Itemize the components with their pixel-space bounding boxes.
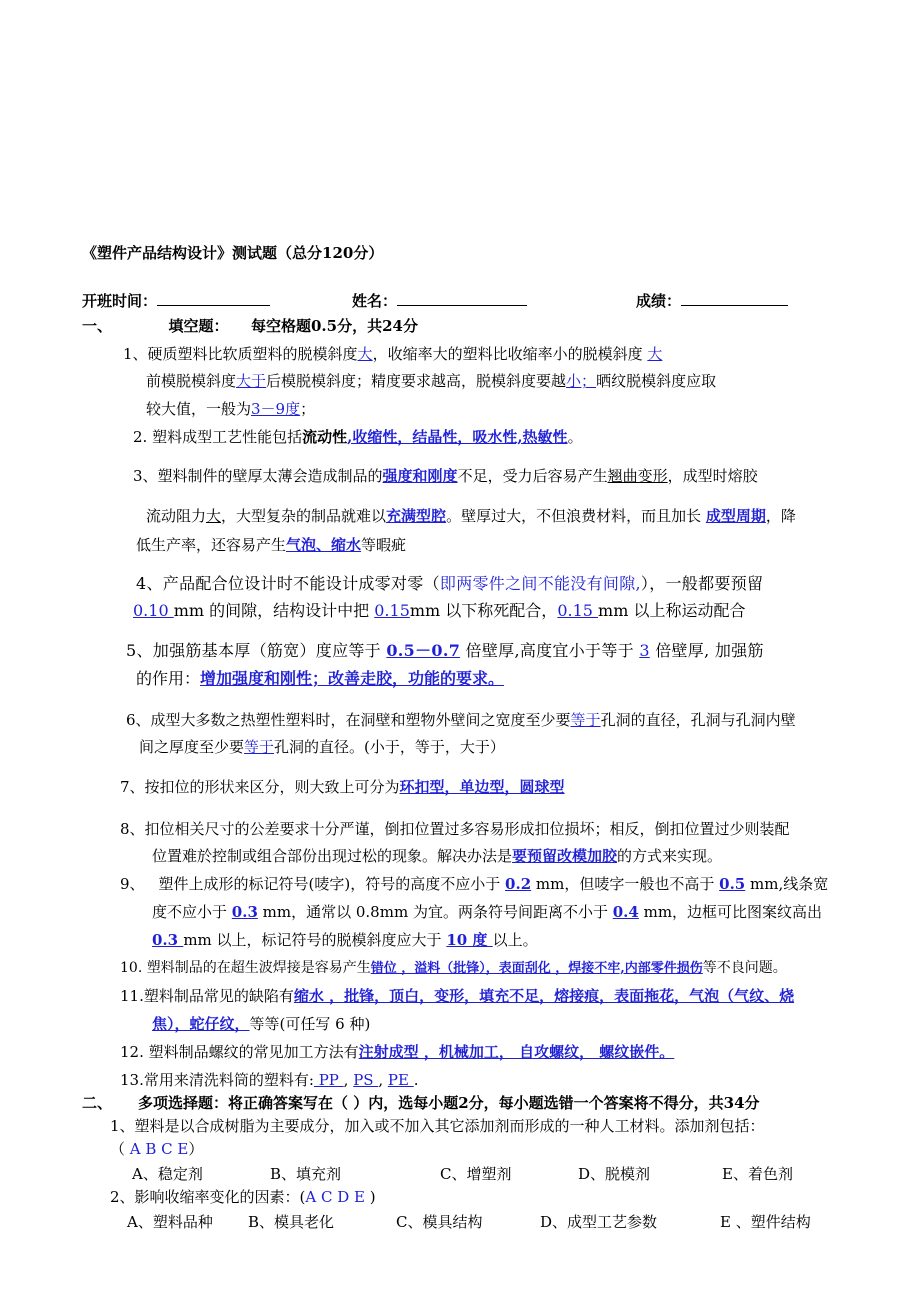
q3-answer: 翘曲变形 bbox=[607, 467, 668, 485]
q12-line bbox=[120, 1042, 674, 1062]
text-segment: mm，但唛字一般也不高于 bbox=[531, 875, 720, 893]
header-row bbox=[82, 291, 270, 311]
mc2-option: A、塑料品种 bbox=[127, 1213, 213, 1231]
text-segment: 。壁厚过大，不但浪费材料，而且加长 bbox=[446, 507, 706, 525]
section2-heading bbox=[82, 1093, 760, 1113]
text-segment: ，降 bbox=[765, 507, 796, 525]
q6-answer: 等于 bbox=[244, 738, 275, 756]
q3-answer: 充满型腔 bbox=[386, 507, 447, 525]
score-row bbox=[636, 291, 788, 311]
text-segment: 的作用： bbox=[136, 669, 201, 688]
text-segment: 倍壁厚,高度宜小于等于 bbox=[460, 641, 640, 660]
text-segment: 较大值，一般为 bbox=[146, 400, 252, 418]
text-segment: 倍壁厚, 加强筋 bbox=[649, 641, 764, 660]
mc1-option: D、脱模剂 bbox=[578, 1165, 651, 1183]
section1-heading bbox=[82, 316, 418, 336]
text-segment: 后模脱模斜度；精度要求越高，脱模斜度要越 bbox=[266, 372, 567, 390]
q3-answer: 强度和刚度 bbox=[382, 467, 458, 485]
score-label: 成绩： bbox=[636, 292, 682, 310]
q3-line2 bbox=[146, 506, 796, 526]
q5-answer: 0.5－0.7 bbox=[386, 641, 461, 660]
text-segment: 低生产率，还容易产生 bbox=[136, 536, 287, 554]
text-segment: ），一般都要预留 bbox=[640, 574, 764, 593]
text-segment: 以上。 bbox=[492, 931, 538, 949]
text-segment: 度不应小于 bbox=[152, 903, 232, 921]
q3-answer: 大 bbox=[206, 507, 222, 525]
text-segment: , bbox=[343, 1071, 354, 1089]
q9-answer: 0.4 bbox=[612, 903, 639, 921]
text-segment: 填空题： bbox=[168, 317, 229, 335]
text-segment: 1、塑料是以合成树脂为主要成分，加入或不加入其它添加剂而形成的一种人工材料。添加剂包括： bbox=[110, 1117, 765, 1135]
text-segment: 《塑件产品结构设计》测试题（总分120分） bbox=[82, 244, 384, 262]
q9-line3 bbox=[152, 930, 538, 950]
q6-answer: 等于 bbox=[570, 711, 601, 729]
q13-answer: PS bbox=[353, 1071, 379, 1089]
name-row bbox=[352, 291, 527, 311]
mc1-option: C、增塑剂 bbox=[440, 1165, 512, 1183]
q10-line bbox=[120, 958, 787, 979]
text-segment: mm，边框可比图案纹高出 bbox=[638, 903, 823, 921]
text-segment: 塑件上成形的标记符号(唛字)，符号的高度不应小于 bbox=[158, 875, 506, 893]
q9-answer: 0.3 bbox=[152, 931, 184, 949]
mc1-option: B、填充剂 bbox=[270, 1165, 342, 1183]
text-segment: 流动阻力 bbox=[146, 507, 207, 525]
q1-answer: 大 bbox=[647, 345, 663, 363]
text-segment: 。 bbox=[567, 428, 583, 446]
text-segment: 6、成型大多数之热塑性塑料时，在洞壁和塑物外壁间之宽度至少要 bbox=[126, 711, 571, 729]
text-segment: 11.塑料制品常见的缺陷有 bbox=[120, 987, 294, 1005]
q13-answer: PE bbox=[387, 1071, 414, 1089]
mc2-option: C、模具结构 bbox=[396, 1213, 483, 1231]
text-segment: ） bbox=[188, 1140, 204, 1158]
q8-line2 bbox=[152, 846, 722, 866]
q9-answer: 0.5 bbox=[719, 875, 746, 893]
text-segment: ) bbox=[369, 1188, 376, 1206]
q4-line1 bbox=[136, 574, 763, 594]
text-segment: 不足，受力后容易产生 bbox=[457, 467, 608, 485]
text-segment: 8、扣位相关尺寸的公差要求十分严谨，倒扣位置过多容易形成扣位损坏；相反，倒扣位置过少则装配 bbox=[120, 820, 790, 838]
q3-line1 bbox=[133, 466, 758, 486]
text-segment: 7、按扣位的形状来区分，则大致上可分为 bbox=[120, 778, 400, 796]
score-blank[interactable] bbox=[681, 291, 788, 306]
mc2-option: B、模具老化 bbox=[248, 1213, 335, 1231]
text-segment: mm 的间隙，结构设计中把 bbox=[173, 601, 375, 620]
text-segment: 9、 bbox=[120, 875, 145, 893]
q1-line3 bbox=[146, 399, 315, 419]
q5-line1 bbox=[126, 641, 764, 661]
q11-line2 bbox=[152, 1014, 370, 1034]
date-blank[interactable] bbox=[157, 291, 270, 306]
text-segment: 一、 bbox=[82, 317, 113, 335]
text-segment: 4、产品配合位设计时不能设计成零对零（ bbox=[136, 574, 440, 593]
q13-answer: PP bbox=[313, 1071, 344, 1089]
text-segment: mm，通常以 0.8mm 为宜。两条符号间距离不小于 bbox=[257, 903, 613, 921]
text-segment: 的方式来实现。 bbox=[617, 847, 723, 865]
text-segment: 等等(可任写 6 种) bbox=[249, 1015, 371, 1033]
q6-line2 bbox=[139, 737, 505, 757]
q7-line bbox=[120, 777, 565, 797]
text-segment: ，成型时熔胶 bbox=[667, 467, 758, 485]
text-segment: 13.常用来清洗料筒的塑料有: bbox=[120, 1071, 314, 1089]
q1-answer: 大 bbox=[357, 345, 373, 363]
q11-answer: 焦），蛇仔纹， bbox=[152, 1015, 250, 1033]
text-segment: 等暇疵 bbox=[361, 536, 407, 554]
text-segment: mm 以下称死配合， bbox=[409, 601, 558, 620]
mc1-option: E、着色剂 bbox=[722, 1165, 793, 1183]
q4-line2 bbox=[133, 601, 745, 621]
q13-line bbox=[120, 1070, 418, 1090]
mc2-option: D、成型工艺参数 bbox=[540, 1213, 658, 1231]
text-segment: 二、 bbox=[82, 1094, 113, 1112]
text-segment: 每空格题0.5分，共24分 bbox=[250, 317, 418, 335]
page-title bbox=[82, 243, 383, 263]
text-segment: mm 以上，标记符号的脱模斜度应大于 bbox=[183, 931, 447, 949]
text-segment: 多项选择题：将正确答案写在（ ）内，选每小题2分，每小题选错一个答案将不得分，共34分 bbox=[138, 1094, 760, 1112]
q9-answer: 10 度 bbox=[446, 931, 493, 949]
text-segment: 孔洞的直径。(小于，等于，大于） bbox=[274, 738, 505, 756]
text-segment: . bbox=[413, 1071, 419, 1089]
q9-line1 bbox=[120, 874, 828, 894]
mc2-option: E 、塑件结构 bbox=[720, 1213, 811, 1231]
q3-line3 bbox=[136, 535, 406, 555]
text-segment: 等不良问题。 bbox=[702, 960, 787, 976]
text-segment: , bbox=[378, 1071, 388, 1089]
mc1-answer: A B C E bbox=[125, 1140, 189, 1158]
text-segment: 3、塑料制件的壁厚太薄会造成制品的 bbox=[133, 467, 383, 485]
q1-line1 bbox=[123, 344, 662, 364]
q2-line bbox=[133, 427, 583, 447]
text-segment: mm 以上称运动配合 bbox=[598, 601, 746, 620]
q7-answer: 环扣型，单边型，圆球型 bbox=[399, 778, 565, 796]
mc1-option: A、稳定剂 bbox=[132, 1165, 203, 1183]
text-segment: 12. 塑料制品螺纹的常见加工方法有 bbox=[120, 1043, 359, 1061]
q1-line2 bbox=[146, 371, 716, 391]
text-segment: ； bbox=[300, 400, 316, 418]
text-segment: 孔洞的直径，孔洞与孔洞内壁 bbox=[600, 711, 796, 729]
q4-answer: 0.15 bbox=[557, 601, 599, 620]
q1-answer: 小； bbox=[566, 372, 597, 390]
q11-line1 bbox=[120, 986, 794, 1006]
text-segment: （ bbox=[110, 1140, 126, 1158]
q9-answer: 0.2 bbox=[505, 875, 532, 893]
text-segment: ，收缩率大的塑料比收缩率小的脱模斜度 bbox=[372, 345, 648, 363]
q4-answer: 即两零件之间不能没有间隙, bbox=[439, 574, 641, 593]
q1-answer: 大于 bbox=[236, 372, 267, 390]
q9-answer: 0.3 bbox=[231, 903, 258, 921]
q9-line2 bbox=[152, 902, 822, 922]
q2-answer: 流动性 bbox=[302, 428, 348, 446]
q8-answer: 要预留改模加胶 bbox=[512, 847, 618, 865]
date-label: 开班时间： bbox=[82, 292, 158, 310]
text-segment: 位置难於控制或组合部份出现过松的现象。解决办法是 bbox=[152, 847, 513, 865]
mc1-answer-line bbox=[110, 1139, 203, 1159]
q4-answer: 0.15 bbox=[374, 601, 410, 620]
q5-answer: 增加强度和刚性；改善走胶，功能的要求。 bbox=[200, 669, 505, 688]
q12-answer: 注射成型 ，机械加工， 自攻螺纹， 螺纹嵌件。 bbox=[358, 1043, 675, 1061]
q2-answer: ,收缩性，结晶性，吸水性,热敏性 bbox=[347, 428, 568, 446]
text-segment: 5、加强筋基本厚（筋宽）度应等于 bbox=[126, 641, 387, 660]
text-segment: 1、硬质塑料比软质塑料的脱模斜度 bbox=[123, 345, 358, 363]
q11-answer: 缩水 ，批锋，顶白，变形，填充不足，熔接痕，表面拖花，气泡（气纹、烧 bbox=[293, 987, 795, 1005]
q3-answer: 成型周期 bbox=[705, 507, 766, 525]
q6-line1 bbox=[126, 710, 796, 730]
q1-answer: 3－9度 bbox=[251, 400, 301, 418]
mc2-answer: A C D E bbox=[305, 1188, 370, 1206]
text-segment: 晒纹脱模斜度应取 bbox=[596, 372, 717, 390]
q5-answer: 3 bbox=[639, 641, 650, 660]
q10-answer: 错位 ，溢料（批锋），表面刮化 ，焊接不牢,内部零件损伤 bbox=[370, 961, 703, 976]
q3-answer: 气泡、缩水 bbox=[286, 536, 362, 554]
text-segment: 10. 塑料制品的在超生波焊接是容易产生 bbox=[120, 960, 371, 976]
q4-answer: 0.10 bbox=[133, 601, 174, 620]
name-blank[interactable] bbox=[397, 291, 527, 306]
q8-line1 bbox=[120, 819, 790, 839]
mc2-question bbox=[110, 1187, 376, 1207]
text-segment: 前模脱模斜度 bbox=[146, 372, 237, 390]
text-segment: 2、影响收缩率变化的因素：( bbox=[110, 1188, 306, 1206]
text-segment: mm,线条宽 bbox=[745, 875, 829, 893]
text-segment: ，大型复杂的制品就难以 bbox=[221, 507, 387, 525]
text-segment: 间之厚度至少要 bbox=[139, 738, 245, 756]
q5-line2 bbox=[136, 669, 504, 689]
mc1-question bbox=[110, 1116, 765, 1136]
name-label: 姓名： bbox=[352, 292, 398, 310]
text-segment: 2. 塑料成型工艺性能包括 bbox=[133, 428, 303, 446]
